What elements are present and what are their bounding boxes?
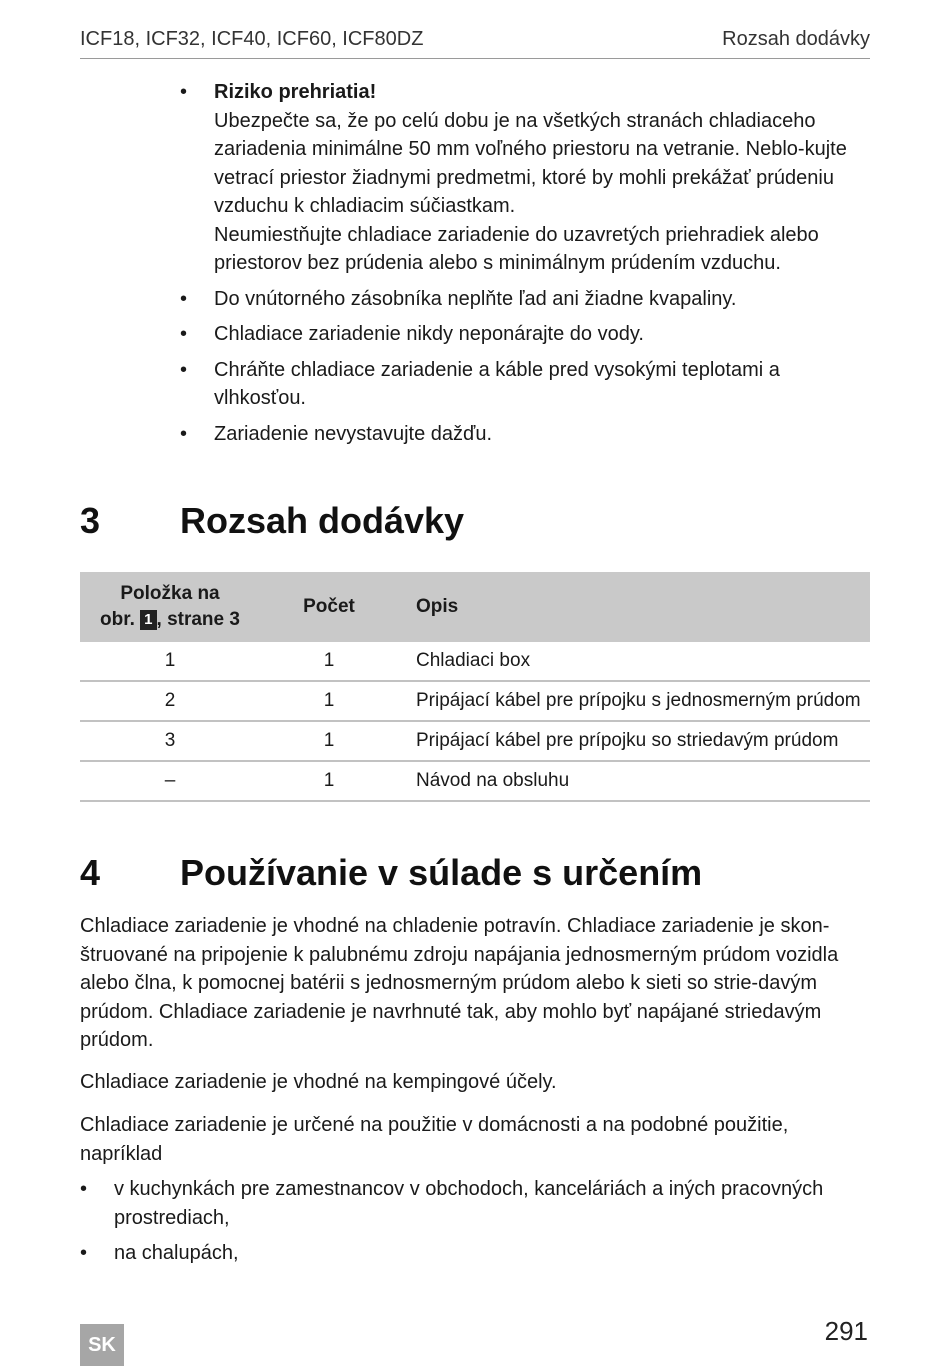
section-number: 3 bbox=[80, 500, 101, 541]
cell-item: 1 bbox=[80, 642, 260, 681]
bullet-icon: • bbox=[180, 358, 188, 381]
list-item-text: Chladiace zariadenie nikdy neponárajte do vody. bbox=[214, 323, 644, 345]
bullet-icon: • bbox=[180, 323, 188, 345]
delivery-table bbox=[80, 572, 870, 802]
table-row bbox=[80, 721, 870, 761]
list-item-text: v kuchynkách pre zamestnancov v obchodoch, kanceláriách a iných pracovných prostrediach, bbox=[114, 1178, 824, 1229]
cell-item: – bbox=[80, 761, 260, 801]
bullet-icon: • bbox=[80, 1242, 88, 1264]
bullet-icon: • bbox=[180, 81, 188, 103]
list-item bbox=[80, 1175, 880, 1232]
column-header-count: Počet bbox=[260, 572, 398, 642]
header-text: , strane 3 bbox=[156, 609, 240, 630]
bullet-icon: • bbox=[180, 287, 188, 310]
list-item bbox=[180, 285, 880, 314]
table-row bbox=[80, 761, 870, 801]
page-header bbox=[80, 28, 870, 59]
section-number: 4 bbox=[80, 852, 101, 893]
cell-count: 1 bbox=[260, 681, 398, 721]
bullet-icon: • bbox=[80, 1178, 88, 1200]
cell-item: 3 bbox=[80, 721, 260, 761]
column-header-item bbox=[80, 572, 260, 642]
cell-desc: Návod na obsluhu bbox=[398, 761, 870, 801]
page-number: 291 bbox=[824, 1316, 868, 1346]
header-models: ICF18, ICF32, ICF40, ICF60, ICF80DZ bbox=[80, 28, 424, 50]
warning-text: Ubezpečte sa, že po celú dobu je na všetkých stranách chladiaceho zariadenia minimálne 50 mm voľného priestoru na vetranie. Neblo-kujte vetrací priestor žiadnymi predmetmi, ktoré by mohli prekážať prúdeniu vzduchu k chladiacim súčiastkam. bbox=[214, 109, 847, 217]
body-paragraph: Chladiace zariadenie je vhodné na kempingové účely. bbox=[80, 1071, 557, 1093]
cell-item: 2 bbox=[80, 681, 260, 721]
cell-desc: Chladiaci box bbox=[398, 642, 870, 681]
list-item bbox=[180, 320, 880, 349]
warning-text: Neumiestňujte chladiace zariadenie do uzavretých priehradiek alebo priestorov bez prúdenia alebo s minimálnym prúdením vzduchu. bbox=[214, 223, 819, 274]
cell-count: 1 bbox=[260, 721, 398, 761]
table-header-row bbox=[80, 572, 870, 642]
usage-list bbox=[80, 1175, 880, 1275]
body-paragraph: Chladiace zariadenie je vhodné na chladenie potravín. Chladiace zariadenie je skon-štruované na pripojenie k palubnému zdroju napájania jednosmerným prúdom vozidla alebo člna, k pomocnej batérii s jednosmerným prúdom alebo k sieti so strie-davým prúdom. Chladiace zariadenie je navrhnuté tak, aby mohlo byť napájané striedavým prúdom. bbox=[80, 915, 839, 1051]
list-item-text: Do vnútorného zásobníka neplňte ľad ani žiadne kvapaliny. bbox=[214, 287, 737, 310]
section-title: Používanie v súlade s určením bbox=[180, 852, 703, 893]
bullet-icon: • bbox=[180, 422, 188, 445]
cell-desc: Pripájací kábel pre prípojku so striedavým prúdom bbox=[398, 721, 870, 761]
cell-desc: Pripájací kábel pre prípojku s jednosmerným prúdom bbox=[398, 681, 870, 721]
column-header-desc: Opis bbox=[398, 572, 870, 642]
figure-badge: 1 bbox=[140, 610, 156, 630]
language-tab: SK bbox=[80, 1324, 124, 1366]
list-item-text: na chalupách, bbox=[114, 1242, 239, 1264]
cell-count: 1 bbox=[260, 761, 398, 801]
table-row bbox=[80, 642, 870, 681]
header-section: Rozsah dodávky bbox=[722, 28, 870, 50]
list-item bbox=[180, 356, 880, 413]
list-item-text: Zariadenie nevystavujte dažďu. bbox=[214, 422, 493, 445]
warning-list bbox=[180, 78, 880, 455]
table-row bbox=[80, 681, 870, 721]
warning-title: Riziko prehriatia! bbox=[214, 81, 377, 103]
cell-count: 1 bbox=[260, 642, 398, 681]
list-item bbox=[180, 78, 880, 278]
list-item-text: Chráňte chladiace zariadenie a káble pred vysokými teplotami a vlhkosťou. bbox=[214, 358, 780, 409]
header-text: Položka na bbox=[120, 583, 220, 604]
header-text: obr. bbox=[100, 609, 141, 630]
section-title: Rozsah dodávky bbox=[180, 500, 465, 541]
body-paragraph: Chladiace zariadenie je určené na použitie v domácnosti a na podobné použitie, napríklad bbox=[80, 1114, 789, 1165]
list-item bbox=[180, 420, 880, 449]
list-item bbox=[80, 1239, 880, 1268]
